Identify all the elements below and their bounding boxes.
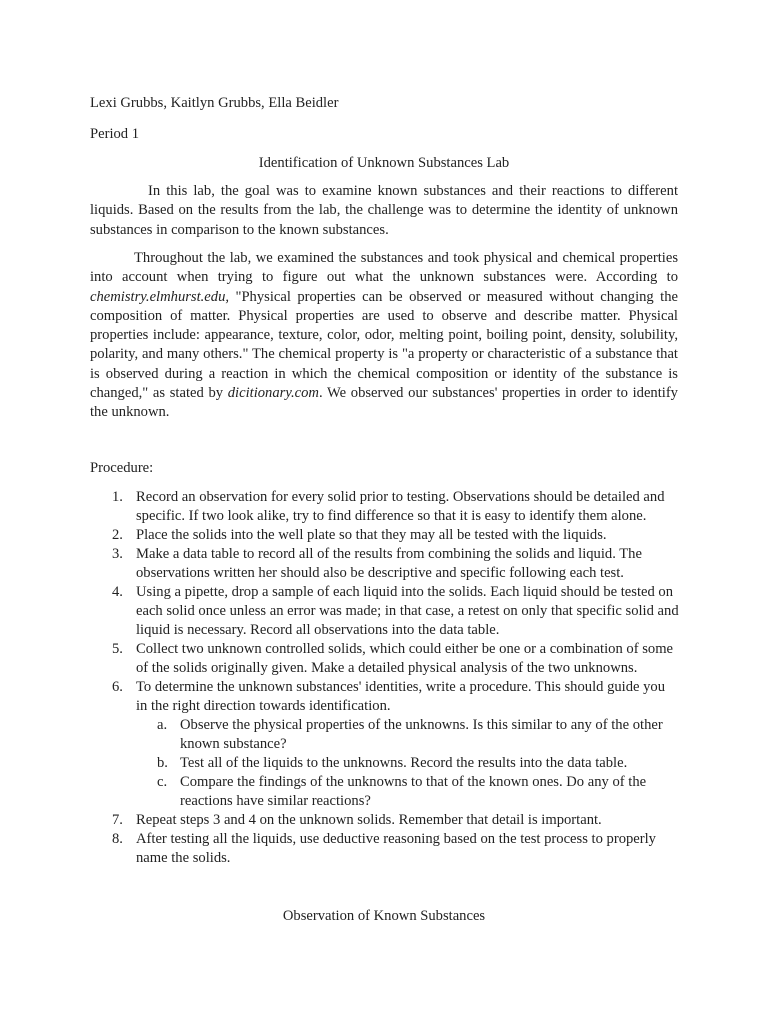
- step-text: After testing all the liquids, use deductive reasoning based on the test process to properly name the solids.: [136, 831, 656, 866]
- procedure-label: Procedure:: [90, 460, 154, 476]
- step-text: Record an observation for every solid prior to testing. Observations should be detailed and specific. If two look alike, try to find difference so that it is easy to identify them alone.: [136, 489, 665, 524]
- step-text: To determine the unknown substances' identities, write a procedure. This should guide you in the right direction towards identification.: [136, 679, 666, 714]
- step-text: Place the solids into the well plate so that they may all be tested with the liquids.: [136, 527, 607, 543]
- step-text: Using a pipette, drop a sample of each liquid into the solids. Each liquid should be tested on each solid once unless an error was made; in that case, a retest on only that specific solid and liquid is necessary. Record all observations into the data table.: [136, 584, 679, 638]
- source-citation-dictionary: dicitionary.com: [227, 385, 319, 402]
- paragraph-text: . We observed our substances' properties in order to identify the unknown.: [90, 385, 678, 421]
- procedure-step: [90, 545, 680, 583]
- document-title: Identification of Unknown Substances Lab: [258, 155, 510, 171]
- properties-paragraph: [90, 249, 678, 423]
- procedure-step: [90, 830, 680, 868]
- section-title: Observation of Known Substances: [282, 908, 486, 924]
- step-number: 5.: [112, 641, 123, 657]
- step-number: 1.: [112, 489, 123, 505]
- step-text: Make a data table to record all of the results from combining the solids and liquid. The observations written her should also be descriptive and specific following each test.: [136, 546, 642, 581]
- period-line: Period 1: [90, 126, 140, 142]
- step-number: 8.: [112, 831, 123, 847]
- procedure-step: [90, 526, 680, 545]
- substep-letter: c.: [157, 774, 168, 790]
- step-number: 7.: [112, 812, 123, 828]
- paragraph-text: Throughout the lab, we examined the substances and took physical and chemical properties into account when trying to figure out what the unknown substances were. According to: [90, 250, 678, 286]
- paragraph-text: "Physical properties can be observed or measured without changing the composition of matter. Physical properties are used to observe and describe matter. Physical properties include: appearance, texture, color, odor, melting point, boiling point, density, solubility, polarity, and many others." The chemical property is "a property or characteristic of a substance that is observed during a reaction in which the chemical composition or identity of the substance is changed," as stated by: [90, 288, 678, 402]
- intro-paragraph: In this lab, the goal was to examine known substances and their reactions to different liquids. Based on the results from the lab, the challenge was to determine the identity of unknown substances in comparison to the known substances.: [90, 183, 678, 238]
- step-number: 4.: [112, 584, 123, 600]
- authors-line: Lexi Grubbs, Kaitlyn Grubbs, Ella Beidler: [90, 95, 339, 111]
- substep-letter: b.: [157, 755, 168, 771]
- procedure-step: [90, 640, 680, 678]
- procedure-step: [90, 583, 680, 640]
- procedure-substep: [90, 754, 680, 773]
- step-number: 2.: [112, 527, 123, 543]
- step-number: 3.: [112, 546, 123, 562]
- source-citation-elmhurst: chemistry.elmhurst.edu,: [90, 288, 230, 305]
- substep-text: Test all of the liquids to the unknowns. Record the results into the data table.: [180, 755, 628, 771]
- procedure-step: [90, 488, 680, 526]
- step-text: Collect two unknown controlled solids, which could either be one or a combination of some of the solids originally given. Make a detailed physical analysis of the two unknowns.: [136, 641, 674, 676]
- procedure-step: [90, 678, 680, 716]
- procedure-step: [90, 811, 680, 830]
- procedure-substep: [90, 716, 680, 754]
- substep-letter: a.: [157, 717, 168, 733]
- substep-text: Observe the physical properties of the unknowns. Is this similar to any of the other known substance?: [180, 717, 663, 752]
- procedure-list: [90, 488, 680, 868]
- procedure-substep: [90, 773, 680, 811]
- step-text: Repeat steps 3 and 4 on the unknown solids. Remember that detail is important.: [136, 812, 602, 828]
- step-number: 6.: [112, 679, 123, 695]
- substep-text: Compare the findings of the unknowns to that of the known ones. Do any of the reactions have similar reactions?: [180, 774, 647, 809]
